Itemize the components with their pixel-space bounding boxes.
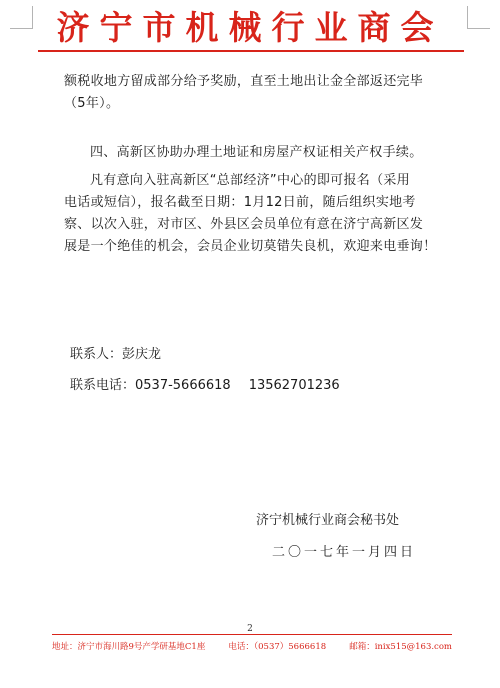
paragraph-property-rights <box>64 142 464 164</box>
signature-date: 二〇一七年一月四日 <box>272 545 417 560</box>
footer-rule <box>52 634 452 635</box>
text-line: 凡有意向入驻高新区“总部经济”中心的即可报名（采用 <box>90 173 410 188</box>
contact-mobile-number: 13562701236 <box>248 378 340 393</box>
letterhead-rule <box>38 50 464 52</box>
footer-email: 邮箱：inix515@163.com <box>349 642 452 652</box>
signature-organization: 济宁机械行业商会秘书处 <box>256 513 400 528</box>
paragraph-tax-reward <box>64 71 464 115</box>
paragraph-registration <box>64 170 464 258</box>
text-line: （5年）。 <box>64 96 120 111</box>
contact-phone-number: 联系电话：0537-5666618 <box>70 378 231 393</box>
footer-contact-bar <box>52 640 452 652</box>
contact-phone <box>70 374 340 393</box>
text-line: 察、以次入驻，对市区、外县区会员单位有意在济宁高新区发 <box>64 217 424 232</box>
letterhead <box>0 6 500 54</box>
text-line: 电话或短信），报名截至日期：1月12日前，随后组织实地考 <box>64 195 416 210</box>
page-number: 2 <box>247 624 253 634</box>
text-line: 额税收地方留成部分给予奖励，直至土地出让金全部返还完毕 <box>64 74 424 89</box>
footer-phone: 电话：（0537）5666618 <box>228 642 327 652</box>
text-line: 展是一个绝佳的机会，会员企业切莫错失良机，欢迎来电垂询！ <box>64 239 437 254</box>
footer-address: 地址：济宁市海川路9号产学研基地C1座 <box>52 642 206 652</box>
text-line: 四、高新区协助办理土地证和房屋产权证相关产权手续。 <box>90 145 423 160</box>
contact-person: 联系人：彭庆龙 <box>70 347 162 362</box>
letterhead-title: 济宁市机械行业商会 <box>56 8 444 47</box>
